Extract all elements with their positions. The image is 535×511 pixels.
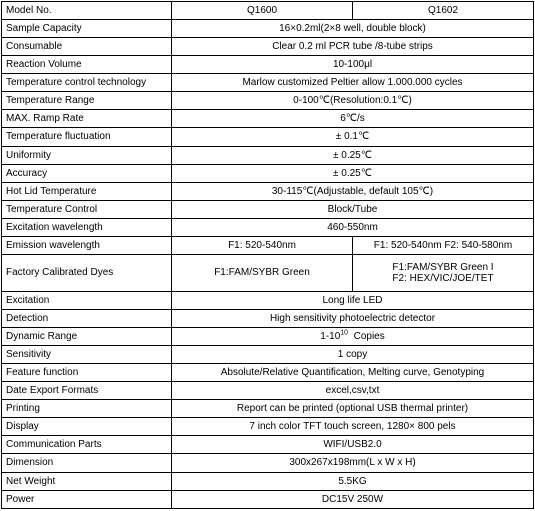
row-label: Printing (2, 400, 172, 418)
row-value: 300x267x198mm(L x W x H) (172, 454, 534, 472)
table-row (2, 400, 534, 418)
dyes-line-1: F1:FAM/SYBR Green I (392, 261, 494, 273)
model-a-header: Q1600 (172, 2, 353, 20)
row-label: Communication Parts (2, 436, 172, 454)
table-row (2, 436, 534, 454)
table-row (2, 346, 534, 364)
table-row (2, 328, 534, 346)
table-row (2, 236, 534, 254)
row-value: Marlow customized Peltier allow 1.000.000 cycles (172, 74, 534, 92)
table-row (2, 56, 534, 74)
table-row (2, 146, 534, 164)
table-row (2, 200, 534, 218)
row-value: ± 0.1℃ (172, 128, 534, 146)
table-row (2, 490, 534, 508)
row-label: Temperature Range (2, 92, 172, 110)
row-value: High sensitivity photoelectric detector (172, 309, 534, 327)
row-value: 460-550nm (172, 218, 534, 236)
row-value: DC15V 250W (172, 490, 534, 508)
row-label: Uniformity (2, 146, 172, 164)
table-row (2, 254, 534, 291)
row-value: 1 copy (172, 346, 534, 364)
table-row (2, 164, 534, 182)
range-tail: Copies (348, 331, 385, 343)
table-row (2, 382, 534, 400)
row-value: 16×0.2ml(2×8 well, double block) (172, 20, 534, 38)
row-value: excel,csv,txt (172, 382, 534, 400)
table-row (2, 128, 534, 146)
table-row (2, 110, 534, 128)
row-value (172, 328, 534, 346)
row-value: Clear 0.2 ml PCR tube /8-tube strips (172, 38, 534, 56)
table-row (2, 454, 534, 472)
header-label: Model No. (2, 2, 172, 20)
row-label: Sample Capacity (2, 20, 172, 38)
row-value: 0-100℃(Resolution:0.1℃) (172, 92, 534, 110)
row-label: Emission wavelength (2, 236, 172, 254)
row-label: Date Export Formats (2, 382, 172, 400)
row-label: MAX. Ramp Rate (2, 110, 172, 128)
row-label: Excitation (2, 291, 172, 309)
row-label: Display (2, 418, 172, 436)
range-exponent: 10 (340, 329, 349, 337)
row-label: Dimension (2, 454, 172, 472)
row-value: ± 0.25℃ (172, 164, 534, 182)
row-label: Temperature fluctuation (2, 128, 172, 146)
spec-table (1, 1, 534, 509)
row-label: Factory Calibrated Dyes (2, 254, 172, 291)
row-label: Temperature control technology (2, 74, 172, 92)
model-b-header: Q1602 (353, 2, 534, 20)
row-label: Reaction Volume (2, 56, 172, 74)
row-value: 7 inch color TFT touch screen, 1280× 800 pels (172, 418, 534, 436)
row-value-model-b (353, 254, 534, 291)
row-label: Sensitivity (2, 346, 172, 364)
table-row (2, 218, 534, 236)
row-value: 10-100μl (172, 56, 534, 74)
row-value: WIFI/USB2.0 (172, 436, 534, 454)
table-row (2, 182, 534, 200)
row-label: Power (2, 490, 172, 508)
row-label: Temperature Control (2, 200, 172, 218)
row-value: Absolute/Relative Quantification, Melting curve, Genotyping (172, 364, 534, 382)
row-value: 30-115℃(Adjustable, default 105℃) (172, 182, 534, 200)
table-row (2, 309, 534, 327)
row-value: ± 0.25℃ (172, 146, 534, 164)
table-row (2, 364, 534, 382)
table-row-header (2, 2, 534, 20)
row-label: Dynamic Range (2, 328, 172, 346)
table-row (2, 92, 534, 110)
table-row (2, 291, 534, 309)
table-row (2, 38, 534, 56)
row-label: Net Weight (2, 472, 172, 490)
row-label: Excitation wavelength (2, 218, 172, 236)
row-label: Feature function (2, 364, 172, 382)
table-row (2, 74, 534, 92)
row-value-model-a: F1:FAM/SYBR Green (172, 254, 353, 291)
row-value: Report can be printed (optional USB thermal printer) (172, 400, 534, 418)
table-row (2, 418, 534, 436)
row-value: Long life LED (172, 291, 534, 309)
range-base: 1-10 (320, 331, 341, 343)
row-label: Consumable (2, 38, 172, 56)
table-row (2, 472, 534, 490)
row-value: 5.5KG (172, 472, 534, 490)
row-value-model-a: F1: 520-540nm (172, 236, 353, 254)
row-value-model-b: F1: 520-540nm F2: 540-580nm (353, 236, 534, 254)
table-row (2, 20, 534, 38)
row-label: Accuracy (2, 164, 172, 182)
dyes-line-2: F2: HEX/VIC/JOE/TET (392, 272, 494, 284)
row-label: Detection (2, 309, 172, 327)
row-label: Hot Lid Temperature (2, 182, 172, 200)
spec-table-wrapper (1, 1, 533, 509)
row-value: Block/Tube (172, 200, 534, 218)
row-value: 6℃/s (172, 110, 534, 128)
